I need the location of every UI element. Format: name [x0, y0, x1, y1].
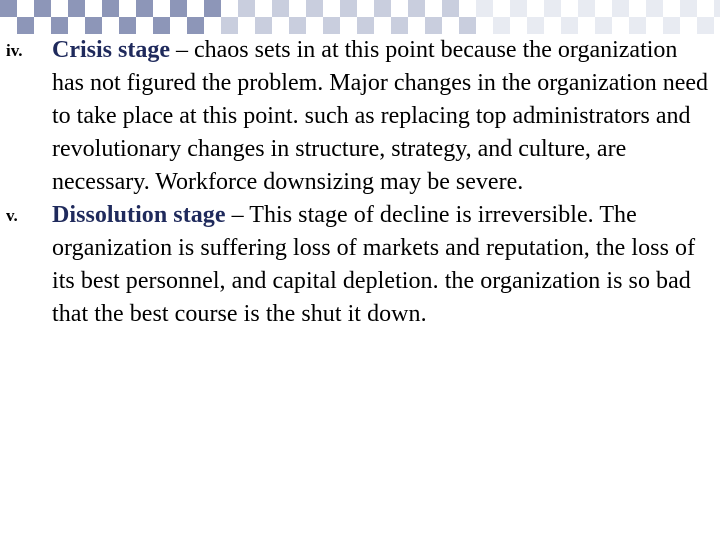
header-checker-pattern	[0, 0, 720, 34]
checker-cell	[561, 0, 578, 17]
checker-cell	[697, 0, 714, 17]
checker-cell	[272, 17, 289, 34]
checker-cell	[578, 0, 595, 17]
checker-cell	[0, 17, 17, 34]
checker-row-top	[0, 0, 720, 17]
checker-cell	[646, 17, 663, 34]
checker-cell	[51, 17, 68, 34]
checker-cell	[493, 17, 510, 34]
checker-cell	[238, 17, 255, 34]
checker-cell	[153, 0, 170, 17]
checker-cell	[476, 17, 493, 34]
checker-cell	[697, 17, 714, 34]
checker-cell	[153, 17, 170, 34]
checker-row-bottom	[0, 17, 720, 34]
checker-cell	[85, 17, 102, 34]
checker-cell	[476, 0, 493, 17]
checker-cell	[221, 0, 238, 17]
checker-cell	[714, 17, 720, 34]
checker-cell	[85, 0, 102, 17]
checker-cell	[629, 17, 646, 34]
list-item-crisis-stage	[0, 34, 716, 199]
checker-cell	[459, 17, 476, 34]
checker-cell	[714, 0, 720, 17]
checker-cell	[238, 0, 255, 17]
list-item-dissolution-stage	[0, 199, 716, 331]
checker-cell	[187, 0, 204, 17]
checker-cell	[306, 0, 323, 17]
checker-cell	[357, 0, 374, 17]
checker-cell	[119, 17, 136, 34]
checker-cell	[374, 0, 391, 17]
list-marker: v.	[6, 206, 18, 225]
checker-cell	[323, 0, 340, 17]
checker-cell	[323, 17, 340, 34]
checker-cell	[544, 0, 561, 17]
checker-cell	[102, 17, 119, 34]
checker-cell	[34, 0, 51, 17]
checker-cell	[408, 17, 425, 34]
checker-cell	[561, 17, 578, 34]
checker-cell	[612, 17, 629, 34]
list-item-text	[52, 199, 716, 331]
checker-cell	[510, 0, 527, 17]
bullet-list	[0, 34, 716, 331]
checker-cell	[408, 0, 425, 17]
list-item-text	[52, 34, 716, 199]
checker-cell	[136, 0, 153, 17]
checker-cell	[612, 0, 629, 17]
checker-cell	[425, 17, 442, 34]
checker-cell	[391, 0, 408, 17]
list-marker: iv.	[6, 41, 23, 60]
checker-cell	[255, 17, 272, 34]
checker-cell	[510, 17, 527, 34]
term-dissolution-stage: Dissolution stage	[52, 202, 226, 228]
checker-cell	[595, 0, 612, 17]
checker-cell	[578, 17, 595, 34]
checker-cell	[17, 17, 34, 34]
checker-cell	[527, 17, 544, 34]
checker-cell	[255, 0, 272, 17]
checker-cell	[68, 0, 85, 17]
checker-cell	[102, 0, 119, 17]
checker-cell	[442, 17, 459, 34]
checker-cell	[306, 17, 323, 34]
checker-cell	[629, 0, 646, 17]
checker-cell	[170, 0, 187, 17]
checker-cell	[459, 0, 476, 17]
checker-cell	[119, 0, 136, 17]
checker-cell	[272, 0, 289, 17]
checker-cell	[680, 17, 697, 34]
description-crisis-stage: – chaos sets in at this point because the organization has not figured the problem. Major changes in the organization need to take place at this point. such as replacing top administrators and revolutionary changes in structure, strategy, and culture, are necessary. Workforce downsizing may be severe.	[52, 37, 709, 195]
checker-cell	[221, 17, 238, 34]
checker-cell	[51, 0, 68, 17]
checker-cell	[357, 17, 374, 34]
checker-cell	[340, 17, 357, 34]
checker-cell	[527, 0, 544, 17]
checker-cell	[493, 0, 510, 17]
checker-cell	[425, 0, 442, 17]
checker-cell	[204, 0, 221, 17]
checker-cell	[680, 0, 697, 17]
checker-cell	[442, 0, 459, 17]
checker-cell	[646, 0, 663, 17]
checker-cell	[340, 0, 357, 17]
checker-cell	[34, 17, 51, 34]
checker-cell	[663, 17, 680, 34]
checker-cell	[289, 0, 306, 17]
checker-cell	[136, 17, 153, 34]
checker-cell	[187, 17, 204, 34]
checker-cell	[391, 17, 408, 34]
checker-cell	[663, 0, 680, 17]
checker-cell	[17, 0, 34, 17]
checker-cell	[170, 17, 187, 34]
checker-cell	[595, 17, 612, 34]
checker-cell	[544, 17, 561, 34]
checker-cell	[0, 0, 17, 17]
term-crisis-stage: Crisis stage	[52, 37, 170, 63]
description-dissolution-stage: – This stage of decline is irreversible. The organization is suffering loss of markets and reputation, the loss of its best personnel, and capital depletion. the organization is so bad that the best course is the shut it down.	[52, 202, 696, 327]
checker-cell	[289, 17, 306, 34]
checker-cell	[204, 17, 221, 34]
checker-cell	[374, 17, 391, 34]
checker-cell	[68, 17, 85, 34]
